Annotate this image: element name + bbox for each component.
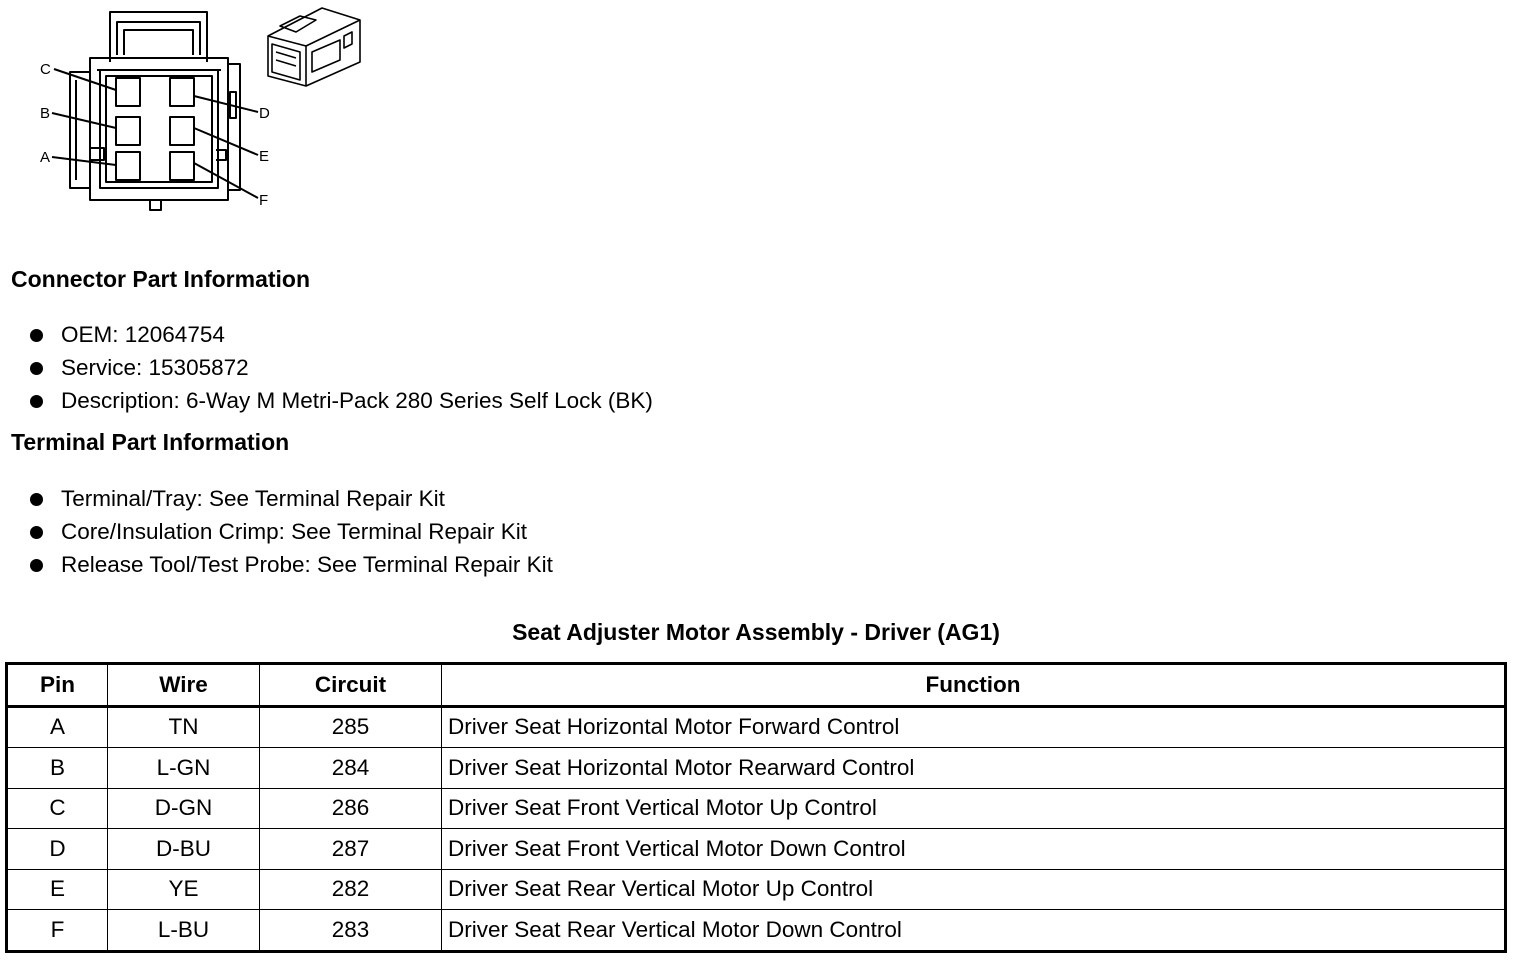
circuit-cell: 284	[260, 748, 442, 789]
wire-cell: L-BU	[108, 910, 260, 952]
pin-cell: E	[7, 869, 108, 910]
wire-cell: TN	[108, 706, 260, 748]
terminal-part-info-heading: Terminal Part Information	[11, 429, 290, 455]
pinout-table-title: Seat Adjuster Motor Assembly - Driver (AG1)	[512, 619, 1000, 645]
table-row	[7, 869, 1506, 910]
connector-face-diagram	[0, 0, 380, 225]
connector-info-item-oem: OEM: 12064754	[28, 320, 653, 353]
pin-cell: A	[7, 706, 108, 748]
pin-cell: C	[7, 788, 108, 829]
pin-label-d: D	[259, 105, 270, 122]
pin-label-b: B	[40, 105, 51, 122]
circuit-cell: 283	[260, 910, 442, 952]
circuit-cell: 285	[260, 706, 442, 748]
terminal-part-info-list	[28, 484, 553, 583]
function-cell: Driver Seat Rear Vertical Motor Down Control	[442, 910, 1506, 952]
circuit-cell: 282	[260, 869, 442, 910]
function-cell: Driver Seat Horizontal Motor Forward Control	[442, 706, 1506, 748]
pin-label-e: E	[259, 148, 270, 165]
column-header-wire: Wire	[108, 664, 260, 707]
table-row	[7, 788, 1506, 829]
table-row	[7, 910, 1506, 952]
column-header-pin: Pin	[7, 664, 108, 707]
pin-cell: D	[7, 829, 108, 870]
column-header-circuit: Circuit	[260, 664, 442, 707]
function-cell: Driver Seat Front Vertical Motor Down Control	[442, 829, 1506, 870]
terminal-info-item-release-tool: Release Tool/Test Probe: See Terminal Repair Kit	[28, 550, 553, 583]
function-cell: Driver Seat Front Vertical Motor Up Control	[442, 788, 1506, 829]
wire-cell: D-GN	[108, 788, 260, 829]
wire-cell: YE	[108, 869, 260, 910]
pin-label-a: A	[40, 149, 51, 166]
pin-label-c: C	[40, 61, 51, 78]
terminal-info-item-crimp: Core/Insulation Crimp: See Terminal Repair Kit	[28, 517, 553, 550]
connector-info-item-service: Service: 15305872	[28, 353, 653, 386]
circuit-cell: 286	[260, 788, 442, 829]
function-cell: Driver Seat Horizontal Motor Rearward Control	[442, 748, 1506, 789]
pin-cell: F	[7, 910, 108, 952]
connector-part-info-list	[28, 320, 653, 419]
table-row	[7, 748, 1506, 789]
pin-cell: B	[7, 748, 108, 789]
table-header-row	[7, 664, 1506, 707]
connector-info-item-description: Description: 6-Way M Metri-Pack 280 Series Self Lock (BK)	[28, 386, 653, 419]
wire-cell: L-GN	[108, 748, 260, 789]
column-header-function: Function	[442, 664, 1506, 707]
pin-label-f: F	[259, 192, 269, 209]
pinout-table	[5, 662, 1507, 953]
function-cell: Driver Seat Rear Vertical Motor Up Control	[442, 869, 1506, 910]
table-row	[7, 829, 1506, 870]
circuit-cell: 287	[260, 829, 442, 870]
wire-cell: D-BU	[108, 829, 260, 870]
connector-part-info-heading: Connector Part Information	[11, 266, 311, 292]
table-row	[7, 706, 1506, 748]
terminal-info-item-tray: Terminal/Tray: See Terminal Repair Kit	[28, 484, 553, 517]
